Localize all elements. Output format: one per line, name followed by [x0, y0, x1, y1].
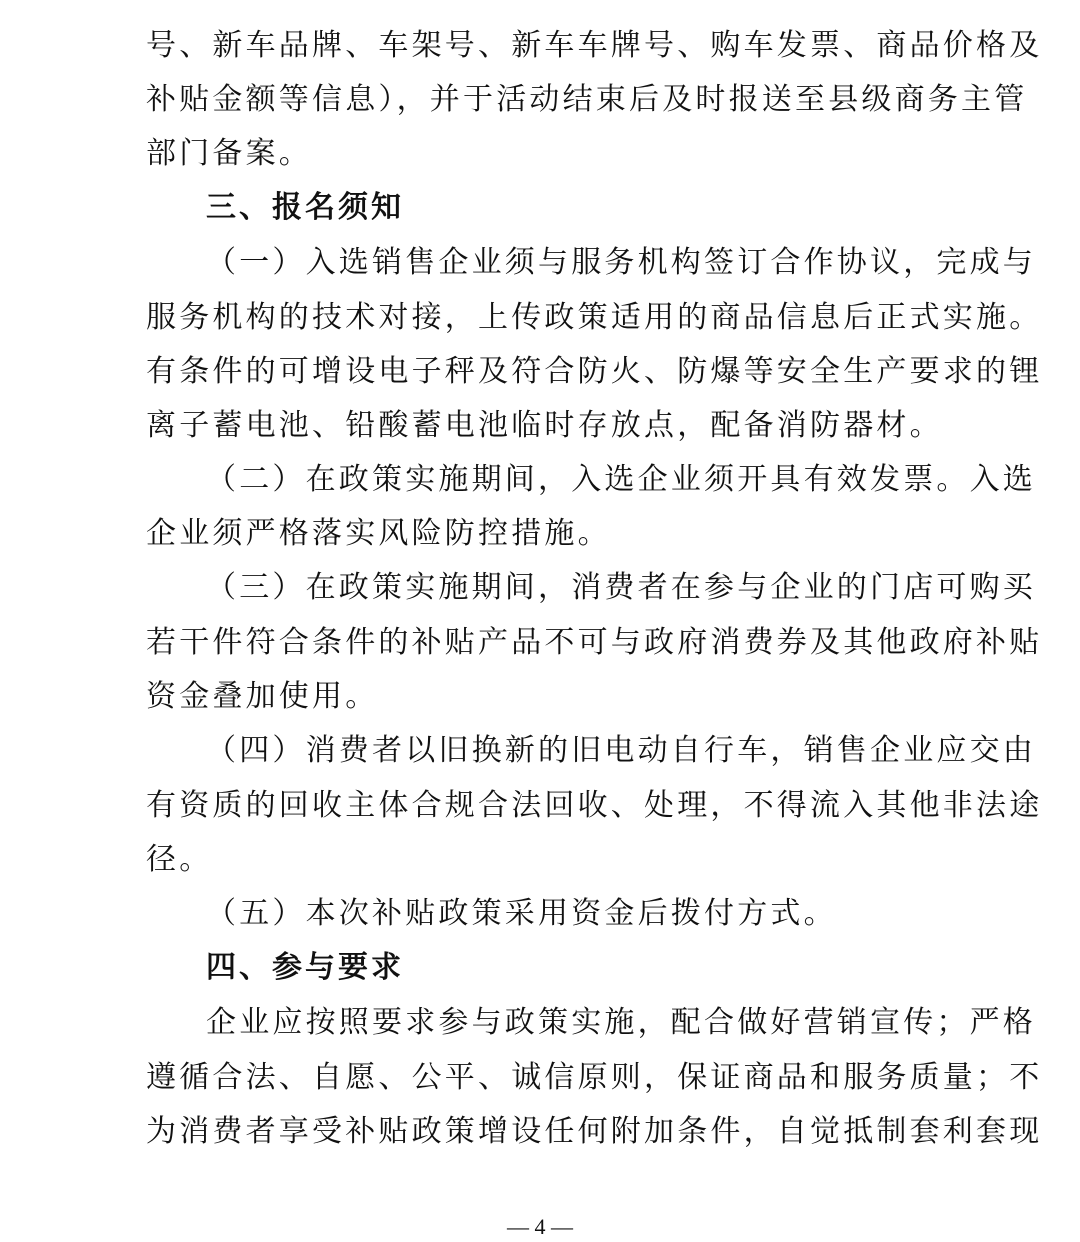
- section-heading: 四、参与要求: [206, 950, 404, 985]
- body-text-line: 资金叠加使用。: [146, 679, 379, 714]
- body-text-line: 有资质的回收主体合规合法回收、处理，不得流入其他非法途: [146, 788, 1043, 823]
- body-text-line: （四）消费者以旧换新的旧电动自行车，销售企业应交由: [206, 733, 1036, 768]
- body-text-line: （二）在政策实施期间，入选企业须开具有效发票。入选: [206, 462, 1036, 497]
- body-text-line: 径。: [146, 842, 213, 877]
- body-text-line: 服务机构的技术对接，上传政策适用的商品信息后正式实施。: [146, 300, 1043, 335]
- body-text-line: （五）本次补贴政策采用资金后拨付方式。: [206, 896, 837, 931]
- page-number: — 4 —: [507, 1214, 573, 1239]
- body-text-line: 为消费者享受补贴政策增设任何附加条件，自觉抵制套利套现: [146, 1114, 1043, 1149]
- section-heading: 三、报名须知: [206, 190, 404, 225]
- body-text-line: 补贴金额等信息），并于活动结束后及时报送至县级商务主管: [146, 82, 1028, 117]
- body-text-line: 若干件符合条件的补贴产品不可与政府消费券及其他政府补贴: [146, 625, 1043, 660]
- body-text-line: 企业须严格落实风险防控措施。: [146, 516, 611, 551]
- body-text-line: 遵循合法、自愿、公平、诚信原则，保证商品和服务质量；不: [146, 1060, 1043, 1095]
- body-text-line: 离子蓄电池、铅酸蓄电池临时存放点，配备消防器材。: [146, 408, 943, 443]
- body-text-line: （一）入选销售企业须与服务机构签订合作协议，完成与: [206, 245, 1036, 280]
- body-text-line: 企业应按照要求参与政策实施，配合做好营销宣传；严格: [206, 1005, 1036, 1040]
- body-text-line: 部门备案。: [146, 136, 312, 171]
- body-text-line: 号、新车品牌、车架号、新车车牌号、购车发票、商品价格及: [146, 28, 1043, 63]
- body-text-line: 有条件的可增设电子秤及符合防火、防爆等安全生产要求的锂: [146, 354, 1043, 389]
- body-text-line: （三）在政策实施期间，消费者在参与企业的门店可购买: [206, 570, 1036, 605]
